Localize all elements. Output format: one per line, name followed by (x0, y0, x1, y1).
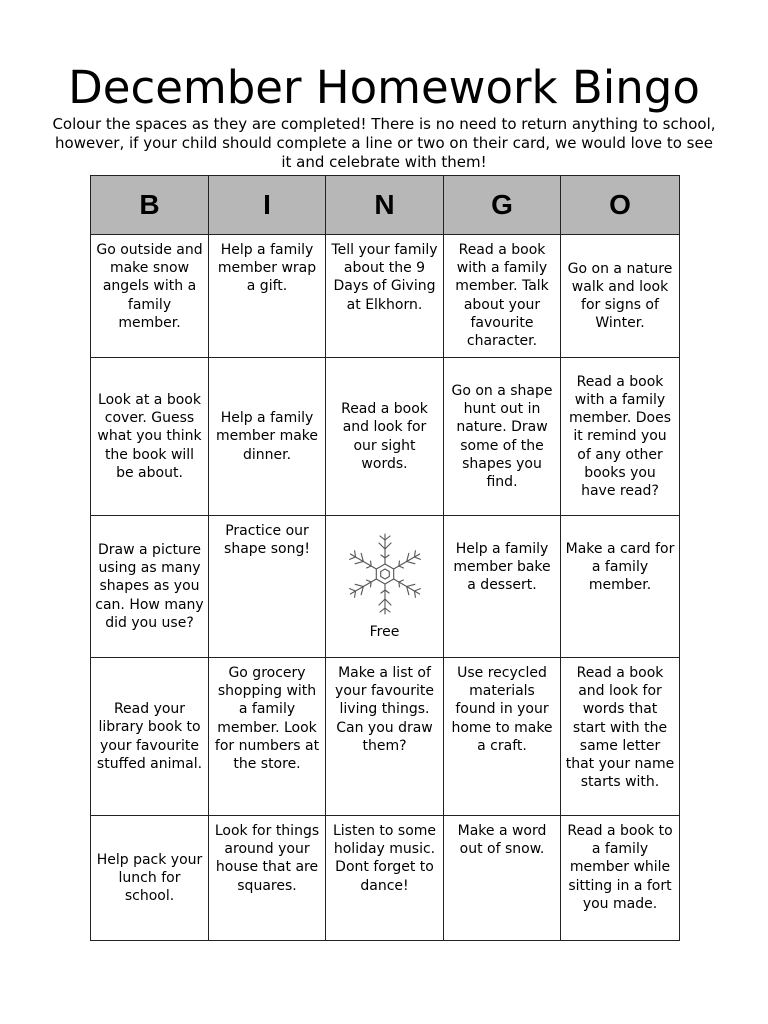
bingo-row-5 (91, 816, 680, 941)
bingo-cell[interactable]: Go grocery shopping with a family member. Look for numbers at the store. (209, 658, 326, 816)
bingo-cell[interactable]: Look for things around your house that are squares. (209, 816, 326, 941)
bingo-cell[interactable]: Help a family member wrap a gift. (209, 235, 326, 358)
bingo-cell[interactable]: Go on a nature walk and look for signs of Winter. (561, 235, 680, 358)
header-n: N (326, 176, 444, 235)
page-title: December Homework Bingo (68, 61, 700, 114)
bingo-cell-free[interactable] (326, 516, 444, 658)
bingo-cell[interactable]: Read a book with a family member. Talk about your favourite character. (444, 235, 561, 358)
bingo-cell[interactable]: Go on a shape hunt out in nature. Draw some of the shapes you find. (444, 358, 561, 516)
header-o: O (561, 176, 680, 235)
bingo-cell[interactable]: Help pack your lunch for school. (91, 816, 209, 941)
bingo-cell[interactable]: Read a book to a family member while sitting in a fort you made. (561, 816, 680, 941)
bingo-cell[interactable]: Read a book and look for our sight words. (326, 358, 444, 516)
bingo-cell[interactable]: Use recycled materials found in your home to make a craft. (444, 658, 561, 816)
header-b: B (91, 176, 209, 235)
bingo-cell[interactable]: Read a book with a family member. Does it remind you of any other books you have read? (561, 358, 680, 516)
header-g: G (444, 176, 561, 235)
bingo-cell[interactable]: Practice our shape song! (209, 516, 326, 658)
bingo-cell[interactable]: Listen to some holiday music. Dont forget to dance! (326, 816, 444, 941)
bingo-cell[interactable]: Read a book and look for words that start with the same letter that your name starts with. (561, 658, 680, 816)
bingo-row-4 (91, 658, 680, 816)
header-i: I (209, 176, 326, 235)
bingo-cell[interactable]: Make a word out of snow. (444, 816, 561, 941)
bingo-cell[interactable]: Tell your family about the 9 Days of Giving at Elkhorn. (326, 235, 444, 358)
bingo-cell[interactable]: Help a family member make dinner. (209, 358, 326, 516)
bingo-row-1 (91, 235, 680, 358)
instructions: Colour the spaces as they are completed! There is no need to return anything to school, however, if your child should complete a line or two on their card, we would love to see it and celebrate with them! (52, 115, 716, 171)
bingo-header-row (91, 176, 680, 235)
bingo-cell[interactable]: Help a family member bake a dessert. (444, 516, 561, 658)
bingo-row-3 (91, 516, 680, 658)
snowflake-icon (347, 531, 423, 617)
bingo-cell[interactable]: Read your library book to your favourite stuffed animal. (91, 658, 209, 816)
bingo-row-2 (91, 358, 680, 516)
bingo-cell[interactable]: Make a list of your favourite living things. Can you draw them? (326, 658, 444, 816)
free-label: Free (369, 624, 400, 641)
bingo-cell[interactable]: Make a card for a family member. (561, 516, 680, 658)
bingo-cell[interactable]: Draw a picture using as many shapes as you can. How many did you use? (91, 516, 209, 658)
bingo-cell[interactable]: Go outside and make snow angels with a family member. (91, 235, 209, 358)
bingo-cell[interactable]: Look at a book cover. Guess what you think the book will be about. (91, 358, 209, 516)
bingo-card (90, 175, 680, 941)
